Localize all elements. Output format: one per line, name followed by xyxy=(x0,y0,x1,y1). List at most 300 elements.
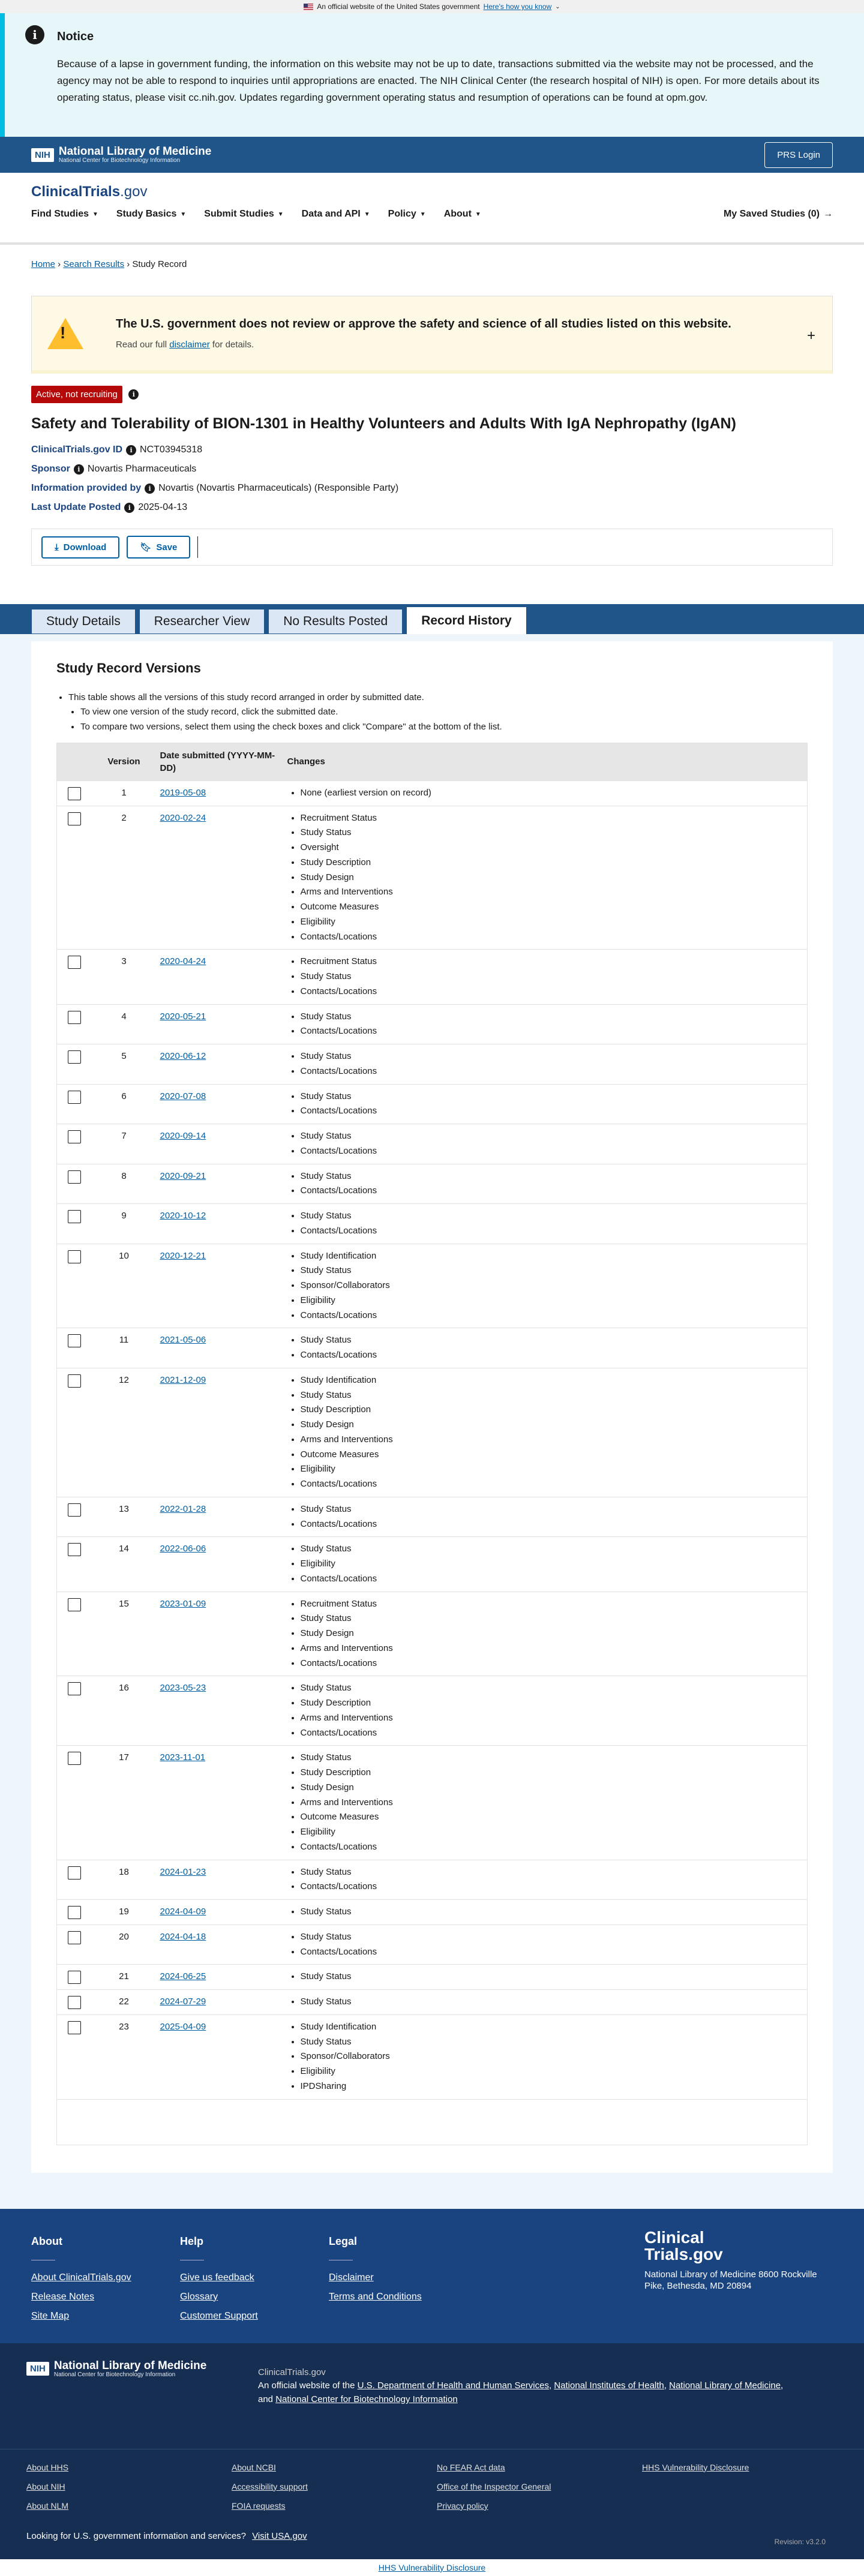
changes-list xyxy=(287,1597,803,1671)
version-date-link[interactable]: 2019-05-08 xyxy=(160,787,206,798)
download-label: Download xyxy=(63,542,107,553)
version-date-link[interactable]: 2023-05-23 xyxy=(160,1683,206,1694)
change-item: • Study Status xyxy=(301,1969,803,1984)
change-item: • Contacts/Locations xyxy=(301,1144,803,1159)
save-button[interactable] xyxy=(127,536,190,559)
footer-logo-line2: Trials.gov xyxy=(644,2244,723,2263)
select-cell xyxy=(57,1124,93,1164)
footer-link[interactable]: Release Notes xyxy=(31,2291,94,2302)
footer-link[interactable]: FOIA requests xyxy=(232,2500,286,2511)
changes-list xyxy=(287,1169,803,1199)
info-icon[interactable]: i xyxy=(128,389,139,400)
version-checkbox[interactable] xyxy=(68,787,81,800)
nih-badge: NIH xyxy=(31,148,54,162)
info-icon[interactable]: i xyxy=(145,484,155,494)
version-number: 3 xyxy=(93,950,155,1004)
change-item: • Study Design xyxy=(301,1418,803,1433)
bookmark-icon: 🔖︎ xyxy=(140,542,152,553)
version-date-link[interactable]: 2021-12-09 xyxy=(160,1374,206,1385)
change-item: • Study Status xyxy=(301,1010,803,1025)
change-item: • Arms and Interventions xyxy=(301,885,803,900)
chevron-down-icon: ▼ xyxy=(364,211,370,218)
last-update-row xyxy=(31,502,833,513)
select-cell xyxy=(57,1368,93,1497)
change-item: • Contacts/Locations xyxy=(301,1024,803,1039)
disclaimer-pre: Read our full xyxy=(116,339,167,350)
footer-hhs-link[interactable]: U.S. Department of Health and Human Services xyxy=(357,2380,549,2391)
version-number: 10 xyxy=(93,1244,155,1328)
version-number: 22 xyxy=(93,1990,155,2015)
version-date-link[interactable]: 2024-01-23 xyxy=(160,1866,206,1877)
changes-list xyxy=(287,1089,803,1119)
changes-cell xyxy=(283,1244,808,1328)
grid-spacer xyxy=(642,2482,847,2491)
date-cell xyxy=(155,1124,283,1164)
nlm-subtitle: National Center for Biotechnology Information xyxy=(53,2371,176,2378)
changes-list xyxy=(287,1049,803,1079)
info-icon[interactable]: i xyxy=(124,503,134,513)
study-id-label: ClinicalTrials.gov ID xyxy=(31,445,123,455)
nlm-header xyxy=(0,137,864,173)
changes-list xyxy=(287,1865,803,1895)
version-checkbox[interactable] xyxy=(68,1931,81,1944)
change-item: • Eligibility xyxy=(301,915,803,930)
version-checkbox[interactable] xyxy=(68,1250,81,1263)
my-saved-studies-link[interactable] xyxy=(724,209,833,220)
version-checkbox[interactable] xyxy=(68,1906,81,1919)
chevron-down-icon: ▼ xyxy=(180,211,187,218)
changes-list xyxy=(287,1751,803,1854)
change-item: • Study Identification xyxy=(301,2020,803,2035)
us-flag-icon xyxy=(304,4,313,10)
main-nav xyxy=(31,209,833,220)
version-checkbox[interactable] xyxy=(68,956,81,969)
footer-link[interactable]: Disclaimer xyxy=(329,2272,374,2283)
select-cell xyxy=(57,1164,93,1204)
nav-submit-studies[interactable] xyxy=(204,209,283,220)
select-cell xyxy=(57,2014,93,2099)
changes-cell xyxy=(283,1925,808,1965)
nav-find-studies[interactable] xyxy=(31,209,98,220)
version-date-link[interactable]: 2020-05-21 xyxy=(160,1011,206,1022)
change-item: • Recruitment Status xyxy=(301,954,803,969)
version-number: 6 xyxy=(93,1084,155,1124)
change-item: • Study Status xyxy=(301,1751,803,1766)
select-cell xyxy=(57,1746,93,1860)
table-row xyxy=(57,1244,808,1328)
nav-data-api[interactable] xyxy=(302,209,370,220)
version-number: 12 xyxy=(93,1368,155,1497)
changes-cell xyxy=(283,1497,808,1537)
version-date-link[interactable]: 2025-04-09 xyxy=(160,2021,206,2032)
changes-cell xyxy=(283,1990,808,2015)
heres-how-link[interactable]: Here's how you know xyxy=(483,2,552,11)
date-cell xyxy=(155,1676,283,1746)
tab-study-details[interactable]: Study Details xyxy=(31,609,136,634)
date-cell xyxy=(155,1990,283,2015)
change-item: • Arms and Interventions xyxy=(301,1711,803,1726)
change-item: • None (earliest version on record) xyxy=(301,786,803,801)
table-row xyxy=(57,1746,808,1860)
version-date-link[interactable]: 2023-11-01 xyxy=(160,1752,206,1763)
study-actions xyxy=(31,529,833,566)
version-date-link[interactable]: 2024-06-25 xyxy=(160,1971,206,1982)
change-item: • Contacts/Locations xyxy=(301,1348,803,1363)
footer-link[interactable]: About HHS xyxy=(26,2462,69,2472)
change-item: • Contacts/Locations xyxy=(301,1572,803,1587)
breadcrumb: Home › Search Results › Study Record xyxy=(31,259,187,269)
version-checkbox[interactable] xyxy=(68,1210,81,1223)
gov-banner-text: An official website of the United States government xyxy=(317,2,480,11)
record-versions-card xyxy=(31,641,833,2173)
version-checkbox[interactable] xyxy=(68,1752,81,1765)
select-cell xyxy=(57,1676,93,1746)
date-cell xyxy=(155,1044,283,1085)
version-number: 16 xyxy=(93,1676,155,1746)
footer-link[interactable]: Customer Support xyxy=(180,2310,258,2321)
changes-list xyxy=(287,954,803,999)
changes-list xyxy=(287,1010,803,1040)
change-item: • Eligibility xyxy=(301,1557,803,1572)
info-icon: i xyxy=(25,25,44,44)
change-item: • Eligibility xyxy=(301,2064,803,2079)
change-item: • Study Status xyxy=(301,1049,803,1064)
footer-legal-title: Legal xyxy=(329,2235,358,2247)
footer-legal xyxy=(329,2235,422,2311)
change-item: • Study Status xyxy=(301,2035,803,2050)
version-date-link[interactable]: 2022-01-28 xyxy=(160,1503,206,1514)
date-cell xyxy=(155,1860,283,1900)
changes-cell xyxy=(283,1004,808,1044)
footer-nlm-link[interactable]: National Library of Medicine xyxy=(669,2380,781,2391)
date-cell xyxy=(155,1497,283,1537)
footer-top xyxy=(0,2209,864,2343)
sponsor-value: Novartis Pharmaceuticals xyxy=(87,464,197,474)
study-tabs xyxy=(0,604,864,634)
version-date-link[interactable]: 2020-07-08 xyxy=(160,1091,206,1101)
version-date-link[interactable]: 2022-06-06 xyxy=(160,1544,206,1554)
version-date-link[interactable]: 2021-05-06 xyxy=(160,1335,206,1346)
version-date-link[interactable]: 2024-04-18 xyxy=(160,1931,206,1942)
change-item: • Study Status xyxy=(301,1611,803,1626)
expand-plus-icon[interactable]: + xyxy=(806,328,815,344)
change-item: • Oversight xyxy=(301,840,803,855)
version-date-link[interactable]: 2023-01-09 xyxy=(160,1598,206,1609)
select-cell xyxy=(57,1204,93,1244)
version-checkbox[interactable] xyxy=(68,1503,81,1517)
change-item: • Contacts/Locations xyxy=(301,1517,803,1532)
changes-list xyxy=(287,1969,803,1984)
version-checkbox[interactable] xyxy=(68,1598,81,1611)
changes-cell xyxy=(283,1965,808,1990)
arrow-right-icon: → xyxy=(823,209,833,219)
disclaimer-link[interactable]: disclaimer xyxy=(169,339,210,350)
date-cell xyxy=(155,1084,283,1124)
change-item: • Contacts/Locations xyxy=(301,1945,803,1960)
version-number: 1 xyxy=(93,780,155,806)
versions-table xyxy=(56,743,808,2100)
version-number: 13 xyxy=(93,1497,155,1537)
date-cell xyxy=(155,1900,283,1925)
nav-label: Submit Studies xyxy=(204,209,274,219)
nav-study-basics[interactable] xyxy=(116,209,186,220)
tab-no-results-posted[interactable]: No Results Posted xyxy=(268,609,403,634)
nav-about[interactable] xyxy=(444,209,481,220)
change-item: • Contacts/Locations xyxy=(301,984,803,999)
version-checkbox[interactable] xyxy=(68,1971,81,1984)
gov-banner xyxy=(0,0,864,13)
changes-cell xyxy=(283,1676,808,1746)
changes-list xyxy=(287,1209,803,1239)
disclaimer-post: for details. xyxy=(212,339,254,350)
changes-cell xyxy=(283,1592,808,1676)
date-cell xyxy=(155,1537,283,1592)
table-row xyxy=(57,1965,808,1990)
header-select xyxy=(57,743,93,780)
last-update-value: 2025-04-13 xyxy=(138,502,188,512)
footer-agency-links xyxy=(26,2463,838,2511)
changes-cell xyxy=(283,1860,808,1900)
site-header xyxy=(0,173,864,245)
changes-cell xyxy=(283,1900,808,1925)
table-row xyxy=(57,1537,808,1592)
version-checkbox[interactable] xyxy=(68,812,81,825)
footer-link[interactable]: Terms and Conditions xyxy=(329,2291,422,2302)
change-item: • Sponsor/Collaborators xyxy=(301,1278,803,1293)
version-date-link[interactable]: 2020-02-24 xyxy=(160,812,206,823)
change-item: • Contacts/Locations xyxy=(301,1308,803,1323)
footer-logo[interactable] xyxy=(644,2229,830,2263)
usa-gov-line xyxy=(26,2531,838,2541)
footer-link[interactable]: About NLM xyxy=(26,2500,69,2511)
change-item: • Contacts/Locations xyxy=(301,1840,803,1855)
version-number: 11 xyxy=(93,1328,155,1368)
version-number: 17 xyxy=(93,1746,155,1860)
version-checkbox[interactable] xyxy=(68,1374,81,1388)
change-item: • Study Description xyxy=(301,1403,803,1418)
breadcrumb-current: Study Record xyxy=(132,259,187,269)
table-row xyxy=(57,806,808,950)
footer-link[interactable]: Accessibility support xyxy=(232,2481,308,2491)
version-checkbox[interactable] xyxy=(68,1866,81,1880)
breadcrumb-search-results[interactable]: Search Results xyxy=(63,259,125,269)
footer-site-name: ClinicalTrials.gov xyxy=(258,2367,326,2377)
footer-link[interactable]: Privacy policy xyxy=(437,2500,488,2511)
version-checkbox[interactable] xyxy=(68,2021,81,2034)
select-cell xyxy=(57,950,93,1004)
changes-cell xyxy=(283,2014,808,2099)
date-cell xyxy=(155,780,283,806)
table-row xyxy=(57,1084,808,1124)
footer-official-pre: An official website of the xyxy=(258,2380,355,2391)
version-checkbox[interactable] xyxy=(68,1996,81,2009)
table-row xyxy=(57,1990,808,2015)
change-item: • Eligibility xyxy=(301,1462,803,1477)
footer-nih-link[interactable]: National Institutes of Health xyxy=(554,2380,664,2391)
table-row xyxy=(57,1044,808,1085)
change-item: • Contacts/Locations xyxy=(301,1726,803,1741)
changes-cell xyxy=(283,806,808,950)
save-label: Save xyxy=(156,542,178,553)
changes-list xyxy=(287,786,803,801)
date-cell xyxy=(155,1746,283,1860)
footer-link[interactable]: HHS Vulnerability Disclosure xyxy=(642,2462,749,2472)
version-number: 4 xyxy=(93,1004,155,1044)
footer-ncbi-link[interactable]: National Center for Biotechnology Information xyxy=(275,2394,458,2404)
footer-link[interactable]: Site Map xyxy=(31,2310,70,2321)
change-item: • Arms and Interventions xyxy=(301,1796,803,1811)
version-date-link[interactable]: 2020-09-21 xyxy=(160,1170,206,1181)
change-item: • Study Identification xyxy=(301,1249,803,1264)
record-description xyxy=(56,690,808,734)
version-checkbox[interactable] xyxy=(68,1091,81,1104)
version-date-link[interactable]: 2020-09-14 xyxy=(160,1131,206,1142)
footer-link[interactable]: Give us feedback xyxy=(180,2272,254,2283)
disclaimer-sub xyxy=(116,340,731,350)
change-item: • Study Status xyxy=(301,1333,803,1348)
version-checkbox[interactable] xyxy=(68,1682,81,1695)
footer-link[interactable]: Glossary xyxy=(180,2291,218,2302)
date-cell xyxy=(155,1328,283,1368)
version-date-link[interactable]: 2024-07-29 xyxy=(160,1996,206,2007)
version-date-link[interactable]: 2020-06-12 xyxy=(160,1051,206,1062)
change-item: • Study Status xyxy=(301,1905,803,1920)
site-logo[interactable] xyxy=(31,184,147,200)
record-desc-2: • To view one version of the study record, click the submitted date. xyxy=(80,705,808,719)
footer-brand xyxy=(644,2229,830,2292)
version-number: 2 xyxy=(93,806,155,950)
tab-researcher-view[interactable]: Researcher View xyxy=(139,609,265,634)
version-date-link[interactable]: 2020-10-12 xyxy=(160,1211,206,1221)
footer-link[interactable]: About NCBI xyxy=(232,2462,276,2472)
table-row xyxy=(57,1497,808,1537)
changes-cell xyxy=(283,1537,808,1592)
record-desc-1: This table shows all the versions of this study record arranged in order by submitted date. xyxy=(68,692,424,702)
tab-record-history[interactable]: Record History xyxy=(406,607,527,634)
info-provided-row xyxy=(31,483,833,494)
change-item: • Eligibility xyxy=(301,1293,803,1308)
select-cell xyxy=(57,1860,93,1900)
header-changes: Changes xyxy=(283,743,808,780)
record-history-section xyxy=(0,634,864,2209)
breadcrumb-home[interactable]: Home xyxy=(31,259,56,269)
download-button[interactable] xyxy=(41,536,119,559)
version-date-link[interactable]: 2020-12-21 xyxy=(160,1250,206,1261)
footer-about xyxy=(31,2235,131,2330)
changes-list xyxy=(287,1542,803,1586)
select-cell xyxy=(57,780,93,806)
prs-login-button[interactable]: PRS Login xyxy=(764,142,833,168)
version-date-link[interactable]: 2024-04-09 xyxy=(160,1907,206,1917)
site-logo-text: ClinicalTrials xyxy=(31,184,121,200)
versions-table-body xyxy=(57,780,808,2099)
select-cell xyxy=(57,806,93,950)
version-number: 9 xyxy=(93,1204,155,1244)
changes-list xyxy=(287,1930,803,1960)
info-icon[interactable]: i xyxy=(126,445,136,455)
footer-official-text: ClinicalTrials.gov An official website of the U.S. Department of Health and Human Services, National Institutes of Health, National Library of Medicine, and National Center for Biotechnology Information xyxy=(258,2367,784,2404)
chevron-down-icon: ▼ xyxy=(92,211,98,218)
change-item: • Study Design xyxy=(301,1781,803,1796)
change-item: • Study Status xyxy=(301,1995,803,2010)
site-logo-suffix: .gov xyxy=(120,184,148,200)
nav-label: Find Studies xyxy=(31,209,89,219)
hhs-vulnerability-link[interactable]: HHS Vulnerability Disclosure xyxy=(378,2562,486,2572)
table-row xyxy=(57,1860,808,1900)
footer-help-title: Help xyxy=(180,2235,204,2247)
date-cell xyxy=(155,806,283,950)
changes-cell xyxy=(283,1044,808,1085)
nlm-logo[interactable] xyxy=(31,146,211,164)
version-number: 15 xyxy=(93,1592,155,1676)
status-badge: Active, not recruiting xyxy=(31,386,122,403)
footer-about-title: About xyxy=(31,2235,62,2247)
table-row xyxy=(57,1204,808,1244)
change-item: • Study Description xyxy=(301,1766,803,1781)
table-row xyxy=(57,1368,808,1497)
table-row xyxy=(57,1676,808,1746)
footer-link[interactable]: Office of the Inspector General xyxy=(437,2481,551,2491)
change-item: • Contacts/Locations xyxy=(301,1184,803,1199)
changes-list xyxy=(287,1905,803,1920)
changes-cell xyxy=(283,1746,808,1860)
select-cell xyxy=(57,1925,93,1965)
date-cell xyxy=(155,950,283,1004)
changes-cell xyxy=(283,950,808,1004)
info-provided-label: Information provided by xyxy=(31,483,142,493)
chevron-down-icon[interactable]: ⌄ xyxy=(555,3,560,10)
table-row xyxy=(57,1124,808,1164)
change-item: • Study Status xyxy=(301,1865,803,1880)
change-item: • Study Status xyxy=(301,1681,803,1696)
version-checkbox[interactable] xyxy=(68,1130,81,1143)
changes-cell xyxy=(283,1368,808,1497)
version-checkbox[interactable] xyxy=(68,1050,81,1064)
changes-list xyxy=(287,1681,803,1740)
select-cell xyxy=(57,1244,93,1328)
nih-badge: NIH xyxy=(26,2362,49,2376)
info-icon[interactable]: i xyxy=(74,464,84,475)
warning-icon-mark: ! xyxy=(60,323,66,342)
footer-link[interactable]: No FEAR Act data xyxy=(437,2462,505,2472)
footer-bottom xyxy=(0,2449,864,2559)
change-item: • Study Status xyxy=(301,969,803,984)
version-date-link[interactable]: 2020-04-24 xyxy=(160,956,206,967)
footer-link[interactable]: About ClinicalTrials.gov xyxy=(31,2272,131,2283)
date-cell xyxy=(155,1244,283,1328)
changes-cell xyxy=(283,780,808,806)
version-checkbox[interactable] xyxy=(68,1543,81,1556)
version-checkbox[interactable] xyxy=(68,1334,81,1347)
version-checkbox[interactable] xyxy=(68,1170,81,1184)
usa-gov-link[interactable]: Visit USA.gov xyxy=(252,2530,307,2541)
nav-label: Study Basics xyxy=(116,209,177,219)
notice-body: Because of a lapse in government funding, the information on this website may not be up to date, transactions submitted via the website may not be processed, and the agency may not be able to respond to inquiries until appropriations are enacted. The NIH Clinical Center (the research hospital of NIH) is open. For more details about its operating status, please visit cc.nih.gov. Updates regarding government operating status and resumption of operations can be found at opm.gov. xyxy=(57,58,820,104)
changes-cell xyxy=(283,1084,808,1124)
date-cell xyxy=(155,1164,283,1204)
nav-policy[interactable] xyxy=(388,209,426,220)
version-number: 20 xyxy=(93,1925,155,1965)
record-desc-item xyxy=(68,690,808,734)
nav-label: About xyxy=(443,209,472,219)
record-title: Study Record Versions xyxy=(56,660,201,675)
version-checkbox[interactable] xyxy=(68,1011,81,1024)
footer-link[interactable]: About NIH xyxy=(26,2481,65,2491)
footer-mid xyxy=(0,2343,864,2449)
table-row xyxy=(57,1164,808,1204)
change-item: • Contacts/Locations xyxy=(301,1477,803,1492)
change-item: • Recruitment Status xyxy=(301,811,803,826)
